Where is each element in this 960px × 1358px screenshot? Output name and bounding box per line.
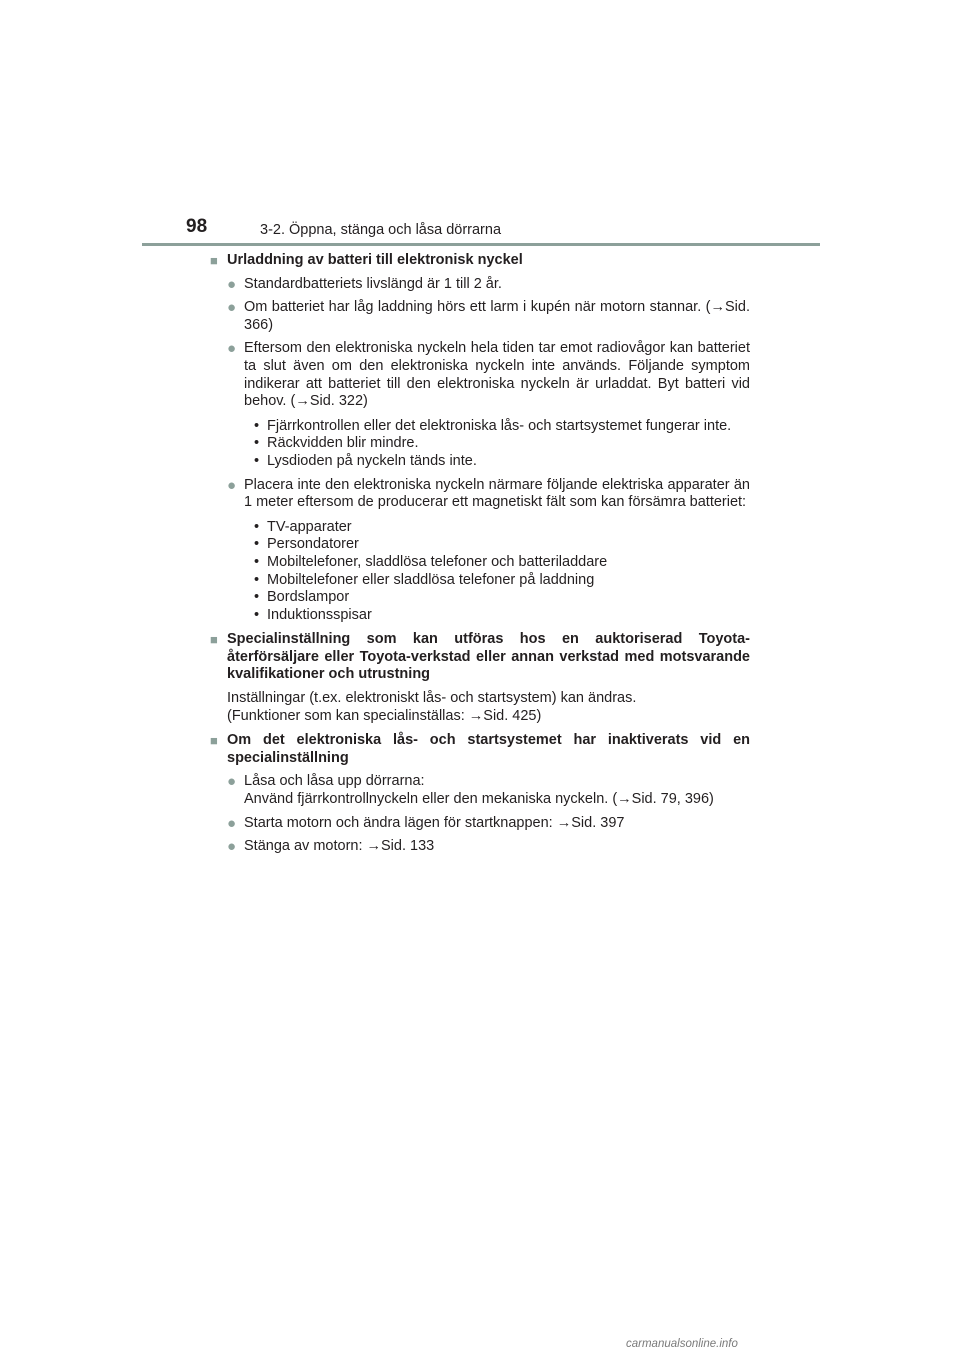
section-heading: Om det elektroniska lås- och startsystemet har inaktiverats vid en specialinställning [227,732,750,766]
sub-marker: • [254,571,260,588]
section-marker: ■ [210,253,218,268]
sub-item [254,572,750,590]
bullet-marker: ● [227,275,237,293]
sub-text: Räckvidden blir mindre. [267,435,419,452]
sub-text: Mobiltelefoner eller sladdlösa telefoner på laddning [267,571,595,588]
sub-marker: • [254,417,260,434]
page-number: 98 [186,216,208,237]
bullet-item [227,299,750,334]
sub-text: Lysdioden på nyckeln tänds inte. [267,452,477,469]
sub-text: Induktionsspisar [267,606,372,623]
sub-marker: • [254,518,260,535]
sub-item [254,607,750,625]
sub-item [254,418,750,436]
sub-marker: • [254,606,260,623]
chapter-title: 3-2. Öppna, stänga och låsa dörrarna [260,222,502,238]
header-rule [142,243,820,246]
bullet-text: Placera inte den elektroniska nyckeln närmare följande elektriska apparater än 1 meter eftersom de producerar ett magnetiskt fält som kan försämra batteriet: [244,476,750,511]
bullet-item [227,838,750,856]
watermark-logo: carmanualsonline.info [626,1338,738,1350]
sub-text: TV-apparater [267,518,352,535]
section-heading: Specialinställning som kan utföras hos en auktoriserad Toyota-återförsäljare eller Toyota-verkstad eller annan verkstad med motsvarande kvalifikationer och utrustning [227,631,750,683]
bullet-line: Använd fjärrkontrollnyckeln eller den mekaniska nyckeln. (→Sid. 79, 396) [244,791,714,808]
bullet-text: Stänga av motorn: →Sid. 133 [244,838,435,855]
body-line: (Funktioner som kan specialinställas: →Sid. 425) [227,707,542,724]
bullet-marker: ● [227,299,237,317]
section [210,252,750,624]
section-marker: ■ [210,733,218,749]
sub-item [254,536,750,554]
bullet-text: Starta motorn och ändra lägen för startknappen: →Sid. 397 [244,814,625,831]
sub-text: Bordslampor [267,589,350,606]
bullet-item [227,815,750,833]
bullet-text: Standardbatteriets livslängd är 1 till 2 år. [244,275,502,292]
sub-item [254,554,750,572]
sub-marker: • [254,553,260,570]
bullet-item [227,340,750,470]
bullet-item [227,477,750,625]
sub-list [254,418,750,471]
sub-marker: • [254,435,260,452]
section-heading: Urladdning av batteri till elektronisk nyckel [227,252,523,268]
sub-marker: • [254,452,260,469]
bullet-item [227,276,750,294]
bullet-text: Eftersom den elektroniska nyckeln hela tiden tar emot radiovågor kan batteriet ta slut även om den elektroniska nyckeln inte används. Följande symptom indikerar att batteriet till den elektroniska nyckeln är urladdat. Byt batteri vid behov. (→Sid. 322) [244,340,750,410]
section [210,732,750,856]
bullet-item [227,773,750,808]
bullet-line: Låsa och låsa upp dörrarna: [244,773,425,790]
bullet-marker: ● [227,476,237,494]
body-line: Inställningar (t.ex. elektroniskt lås- och startsystem) kan ändras. [227,690,637,707]
bullet-marker: ● [227,814,237,832]
sub-item [254,589,750,607]
sub-marker: • [254,589,260,606]
bullet-marker: ● [227,340,237,358]
content [210,252,750,856]
bullet-text: Om batteriet har låg laddning hörs ett larm i kupén när motorn stannar. (→Sid. 366) [244,299,750,333]
sub-list [254,519,750,625]
section-marker: ■ [210,632,218,648]
sub-item [254,453,750,471]
sub-marker: • [254,536,260,553]
sub-item [254,519,750,537]
sub-text: Persondatorer [267,536,359,553]
sub-item [254,435,750,453]
section [210,631,750,725]
section-body [227,690,750,725]
sub-text: Mobiltelefoner, sladdlösa telefoner och batteriladdare [267,553,608,570]
bullet-marker: ● [227,773,237,791]
sub-text: Fjärrkontrollen eller det elektroniska lås- och startsystemet fungerar inte. [267,417,732,434]
bullet-marker: ● [227,838,237,856]
